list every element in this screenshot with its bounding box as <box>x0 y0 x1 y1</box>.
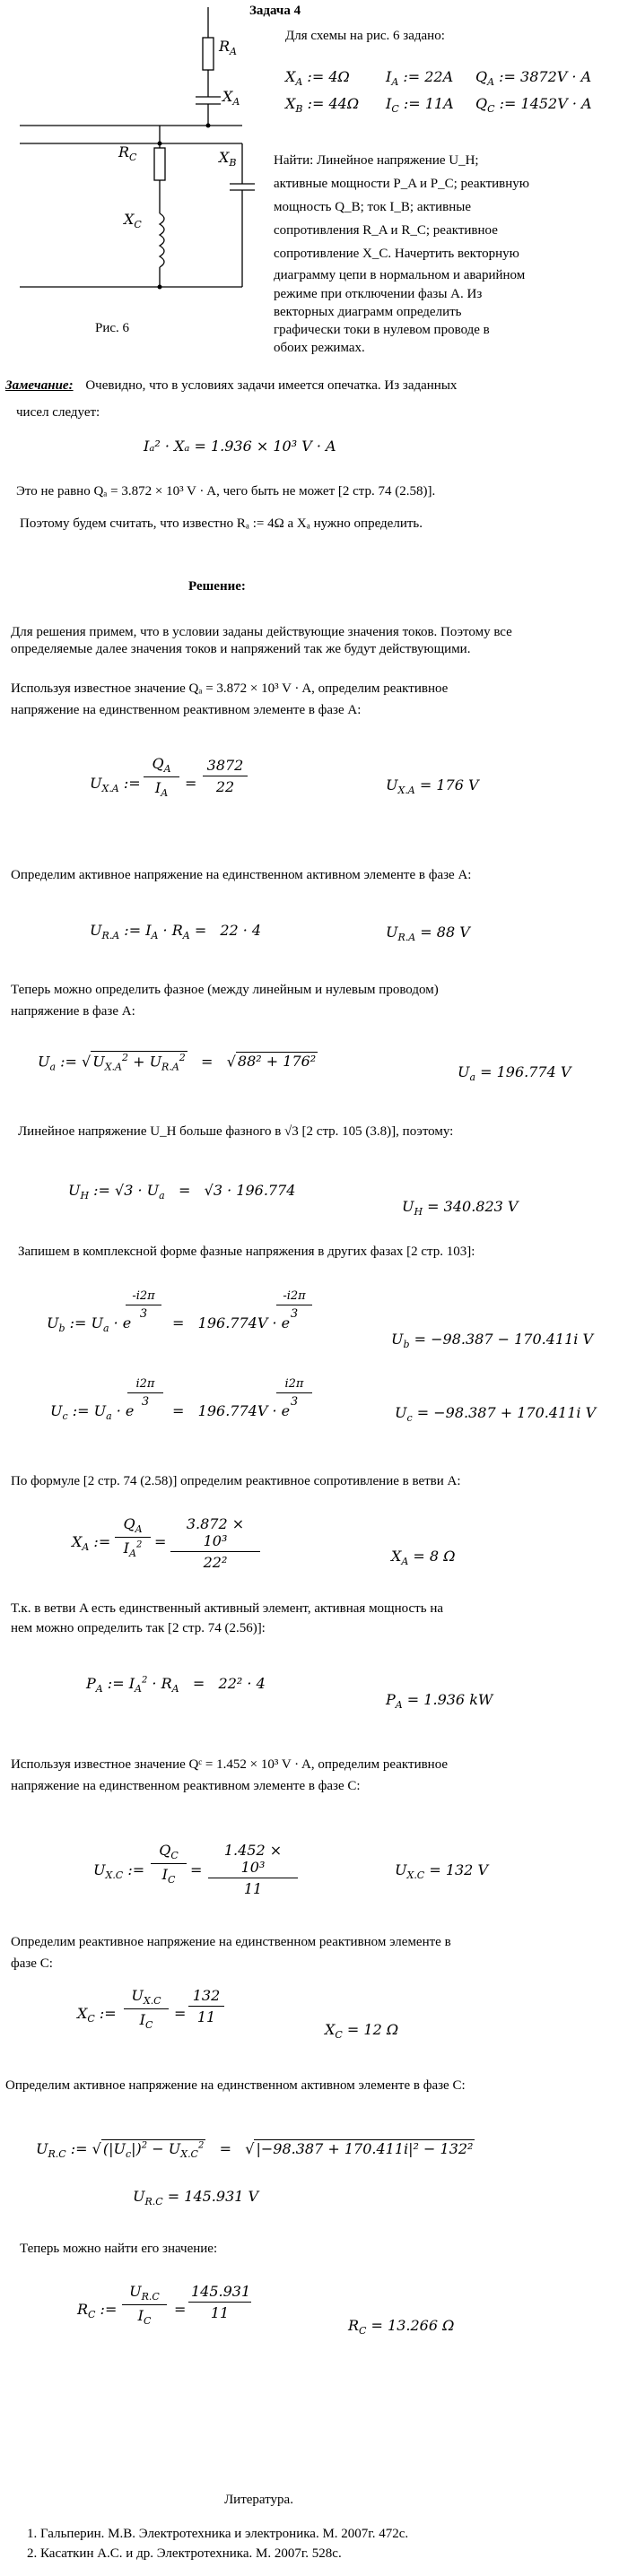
section-5: Линейное напряжение U_H больше фазного в √3 [2 стр. 105 (3.8)], поэтому: <box>18 1124 454 1139</box>
section-4a: Теперь можно определить фазное (между линейным и нулевым проводом) <box>11 983 439 997</box>
xa-fraction-symbolic: $Q_A$ $I_A^2$ <box>115 1515 151 1559</box>
remark-text-1: Очевидно, что в условиях задачи имеется опечатка. Из заданных <box>85 378 458 393</box>
resistor-rc <box>154 148 165 180</box>
remark-line-4: Поэтому будем считать, что известно Rₐ := 4Ω а Xₐ нужно определить. <box>20 516 423 531</box>
xc-fraction-numeric: 132 11 <box>188 1987 224 2025</box>
section-4b: напряжение в фазе A: <box>11 1004 135 1019</box>
remark-line-1 <box>5 378 457 394</box>
label-rc: $R_C$ <box>118 143 137 164</box>
uxc-lhs: $U_{X.C}$ := <box>93 1861 145 1882</box>
task-line-8: векторных диаграмм определить <box>274 305 462 319</box>
rc-fraction-symbolic: $U_{R.C}$ $I_C$ <box>122 2283 167 2327</box>
task-line-6: диаграмму цепи в нормальном и аварийном <box>274 268 526 282</box>
urc-formula: $U_{R.C}$ := √ $(|U_c|)^2 - U_{X.C}^2$ = √ |−98.387 + 170.411i|² − 132² <box>36 2140 474 2161</box>
literature-item-1: 1. Гальперин. М.В. Электротехника и электроника. М. 2007г. 472с. <box>27 2527 409 2541</box>
rc-lhs: $R_C$ := <box>77 2301 118 2321</box>
task-line-3: мощность Q_B; ток I_B; активные <box>274 200 471 214</box>
label-ra: $R_A$ <box>219 38 237 58</box>
task-line-5: сопротивление X_C. Начертить векторную <box>274 247 519 261</box>
uxa-result: $U_{X.A} = 176$ V <box>386 776 479 797</box>
ua-formula: $U_a$ := √ $U_{X.A}^2 + U_{R.A}^2$ = √ 88² + 176² <box>38 1052 317 1073</box>
section-9b: напряжение на единственном реактивном элементе в фазе C: <box>11 1779 361 1793</box>
uxa-fraction-numeric: 3872 22 <box>203 757 248 795</box>
ub-value: = 196.774V · e <box>172 1314 291 1331</box>
given-intro: Для схемы на рис. 6 задано: <box>285 29 445 43</box>
ub-exponent-numeric: -i2π 3 <box>276 1289 312 1321</box>
given-xa: $X_A$ := 4Ω <box>285 68 350 89</box>
ub-formula: $U_b$ := $U_a \cdot e$ <box>47 1314 132 1335</box>
section-3: Определим активное напряжение на единственном активном элементе в фазе A: <box>11 868 472 882</box>
uxc-eq: = <box>190 1861 203 1878</box>
uc-exponent-symbolic: i2π 3 <box>127 1377 163 1409</box>
xa-eq: = <box>154 1533 167 1550</box>
label-xc: $X_C$ <box>124 211 142 231</box>
uc-formula: $U_c$ := $U_a \cdot e$ <box>50 1402 135 1423</box>
xc-result: $X_C = 12$ Ω <box>325 2021 399 2042</box>
ura-formula: $U_{R.A}$ := $I_A \cdot R_A = 22 \cdot 4$ <box>90 922 262 942</box>
rc-fraction-numeric: 145.931 11 <box>188 2283 251 2321</box>
xc-lhs: $X_C$ := <box>77 2005 117 2025</box>
remark-line-3: Это не равно Qₐ = 3.872 × 10³ V · A, чего быть не может [2 стр. 74 (2.58)]. <box>16 484 436 499</box>
task-line-10: обоих режимах. <box>274 341 365 355</box>
urc-result: $U_{R.C} = 145.931$ V <box>133 2188 259 2208</box>
label-xa: $X_A$ <box>222 88 240 108</box>
uxa-fraction-symbolic: $Q_A$ $I_A$ <box>144 755 179 799</box>
rc-eq: = <box>174 2301 187 2318</box>
ura-result: $U_{R.A} = 88$ V <box>386 924 470 944</box>
literature-item-2: 2. Касаткин А.С. и др. Электротехника. М. 2007г. 528с. <box>27 2546 342 2561</box>
resistor-ra <box>203 38 214 70</box>
xc-eq: = <box>174 2005 187 2022</box>
rc-result: $R_C = 13.266$ Ω <box>348 2317 455 2337</box>
uc-exponent-numeric: i2π 3 <box>276 1377 312 1409</box>
uc-result: $U_c = -98.387 + 170.411i$ V <box>395 1404 597 1425</box>
task-line-7: режиме при отключении фазы А. Из <box>274 287 483 301</box>
uc-value: = 196.774V · e <box>172 1402 291 1419</box>
inductor-xc <box>160 213 164 267</box>
uxa-eq: = <box>185 775 197 792</box>
figure-caption: Рис. 6 <box>95 321 130 335</box>
uxc-fraction-numeric: 1.452 × 10³ 11 <box>208 1842 298 1897</box>
task-line-1: Найти: Линейное напряжение U_H; <box>274 153 479 168</box>
uxc-fraction-symbolic: $Q_C$ $I_C$ <box>151 1842 187 1886</box>
uh-result: $U_H = 340.823$ V <box>402 1198 519 1219</box>
given-qc: $Q_C$ := 1452V · A <box>475 95 592 116</box>
solution-title: Решение: <box>188 579 246 594</box>
uh-formula: $U_H$ := $√3 \cdot U_a = √3 \cdot 196.774$ <box>68 1182 296 1202</box>
ub-exponent-symbolic: -i2π 3 <box>126 1289 161 1321</box>
section-6: Запишем в комплексной форме фазные напряжения в других фазах [2 стр. 103]: <box>18 1245 475 1259</box>
section-12: Теперь можно найти его значение: <box>20 2242 218 2256</box>
uxa-lhs: $U_{X.A}$ := <box>90 775 141 795</box>
section-8a: Т.к. в ветви A есть единственный активный элемент, активная мощность на <box>11 1601 443 1616</box>
section-8b: нем можно определить так [2 стр. 74 (2.56)]: <box>11 1621 266 1635</box>
task-line-2: активные мощности P_A и P_C; реактивную <box>274 177 529 191</box>
task-text <box>274 149 529 357</box>
task-line-4: сопротивления R_A и R_C; реактивное <box>274 223 498 238</box>
xc-fraction-symbolic: $U_{X.C}$ $I_C$ <box>124 1987 169 2031</box>
label-xb: $X_B$ <box>219 149 237 169</box>
section-1: Для решения примем, что в условии заданы действующие значения токов. Поэтому все определяемые далее значения токов и напряжений так же будут действующими. <box>11 625 512 656</box>
ua-result: $U_a = 196.774$ V <box>458 1063 571 1084</box>
xa-lhs: $X_A$ := <box>72 1533 111 1554</box>
section-2a: Используя известное значение Qₐ = 3.872 × 10³ V · A, определим реактивное <box>11 681 449 696</box>
literature-title: Литература. <box>224 2493 293 2507</box>
given-qa: $Q_A$ := 3872V · A <box>475 68 592 89</box>
given-ia: $I_A$ := 22A <box>386 68 454 89</box>
task-line-9: графически токи в нулевом проводе в <box>274 323 490 337</box>
given-xb: $X_B$ := 44Ω <box>285 95 360 116</box>
uxc-result: $U_{X.C} = 132$ V <box>395 1861 488 1882</box>
section-10b: фазе C: <box>11 1956 53 1971</box>
task-title: Задача 4 <box>249 4 301 18</box>
remark-label: Замечание: <box>5 378 74 393</box>
section-11: Определим активное напряжение на единственном активном элементе в фазе C: <box>5 2078 466 2093</box>
section-10a: Определим реактивное напряжение на единственном реактивном элементе в <box>11 1935 451 1949</box>
given-ic: $I_C$ := 11A <box>386 95 454 116</box>
ub-result: $U_b = -98.387 - 170.411i$ V <box>391 1331 593 1351</box>
pa-result: $P_A = 1.936$ kW <box>386 1691 493 1712</box>
xa-fraction-numeric: 3.872 × 10³ 22² <box>170 1515 260 1571</box>
xa-result: $X_A = 8$ Ω <box>391 1548 456 1568</box>
section-9a: Используя известное значение Qᶜ = 1.452 × 10³ V · A, определим реактивное <box>11 1757 449 1772</box>
section-2b: напряжение на единственном реактивном элементе в фазе A: <box>11 703 362 717</box>
remark-line-2: чисел следует: <box>16 405 100 420</box>
remark-formula: Iₐ² · Xₐ = 1.936 × 10³ V · A <box>144 438 336 455</box>
pa-formula: $P_A$ := $I_A^2 \cdot R_A = 22^2 \cdot 4$ <box>86 1675 266 1696</box>
section-7: По формуле [2 стр. 74 (2.58)] определим реактивное сопротивление в ветви A: <box>11 1474 461 1488</box>
